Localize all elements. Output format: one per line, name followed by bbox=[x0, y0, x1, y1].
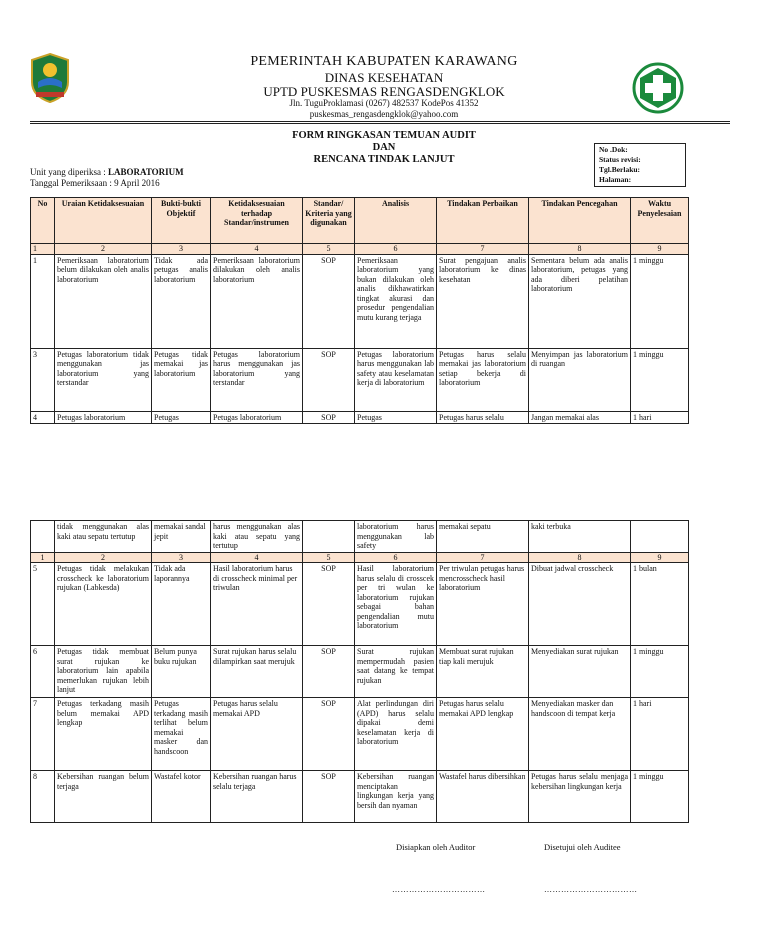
col-header: No bbox=[31, 198, 55, 244]
cell-uraian: Petugas tidak membuat surat rujukan ke laboratorium lain apabila memerlukan rujukan lebih lanjut bbox=[55, 646, 152, 698]
cell-analisis: Pemeriksaan laboratorium yang bukan dilakukan oleh analis dikhawatirkan tingkat akurasi dan prosedur pengendalian mutu kurang terjaga bbox=[355, 254, 437, 348]
cell-perbaikan: Petugas harus selalu bbox=[437, 411, 529, 424]
cell-pencegahan: Menyediakan surat rujukan bbox=[529, 646, 631, 698]
col-number: 8 bbox=[529, 244, 631, 255]
cell-standar: SOP bbox=[303, 411, 355, 424]
cell-pencegahan: Sementara belum ada analis laboratorium, petugas yang ada diberi pelatihan laboratorium bbox=[529, 254, 631, 348]
col-number: 4 bbox=[211, 244, 303, 255]
cell-ketidaksesuaian: Petugas laboratorium bbox=[211, 411, 303, 424]
meta-page: Halaman: bbox=[599, 175, 632, 184]
col-header: Bukti-bukti Objektif bbox=[152, 198, 211, 244]
table-row bbox=[31, 254, 689, 348]
cell-perbaikan: Petugas harus selalu memakai jas laboratorium setiap bekerja di laboratorium bbox=[437, 348, 529, 411]
col-header: Tindakan Perbaikan bbox=[437, 198, 529, 244]
cell-waktu: 1 minggu bbox=[631, 348, 689, 411]
col-number: 4 bbox=[211, 552, 303, 563]
header-divider-thin bbox=[30, 123, 730, 124]
header-email: puskesmas_rengasdengklok@yahoo.com bbox=[309, 109, 459, 119]
col-number: 5 bbox=[303, 244, 355, 255]
meta-revision: Status revisi: bbox=[599, 155, 641, 164]
cell-ketidaksesuaian: Petugas harus selalu memakai APD bbox=[211, 698, 303, 771]
audit-table-page2 bbox=[30, 520, 689, 823]
cell-waktu: 1 hari bbox=[631, 698, 689, 771]
cell-pencegahan: Petugas harus selalu menjaga kebersihan lingkungan kerja bbox=[529, 771, 631, 823]
cell-analisis: Petugas laboratorium harus menggunakan lab safety atau keselamatan kerja di laboratorium bbox=[355, 348, 437, 411]
cell-analisis: Surat rujukan mempermudah pasien saat datang ke tempat rujukan bbox=[355, 646, 437, 698]
col-header: Ketidaksesuaian terhadap Standar/instrumen bbox=[211, 198, 303, 244]
cell-perbaikan: memakai sepatu bbox=[437, 521, 529, 553]
col-number: 7 bbox=[437, 552, 529, 563]
unit-value: LABORATORIUM bbox=[108, 167, 184, 177]
col-number: 6 bbox=[355, 244, 437, 255]
cell-standar: SOP bbox=[303, 646, 355, 698]
unit-line bbox=[30, 167, 184, 177]
cell-bukti: Petugas bbox=[152, 411, 211, 424]
cell-pencegahan: kaki terbuka bbox=[529, 521, 631, 553]
table-row-continued bbox=[31, 521, 689, 553]
cell-bukti: Wastafel kotor bbox=[152, 771, 211, 823]
cell-waktu bbox=[631, 521, 689, 553]
col-number: 2 bbox=[55, 552, 152, 563]
col-number: 1 bbox=[31, 244, 55, 255]
column-number-row bbox=[31, 552, 689, 563]
table-row bbox=[31, 771, 689, 823]
header-unit: UPTD PUSKESMAS RENGASDENGKLOK bbox=[263, 84, 505, 99]
cell-bukti: Belum punya buku rujukan bbox=[152, 646, 211, 698]
cell-standar: SOP bbox=[303, 771, 355, 823]
signature-auditee-label: Disetujui oleh Auditee bbox=[544, 842, 621, 852]
cell-uraian: Petugas laboratorium tidak menggunakan jas laboratorium yang terstandar bbox=[55, 348, 152, 411]
cell-standar: SOP bbox=[303, 563, 355, 646]
document-meta-box bbox=[594, 143, 686, 187]
table-header-row bbox=[31, 198, 689, 244]
unit-label: Unit yang diperiksa : bbox=[30, 167, 106, 177]
cell-bukti: Petugas tidak memakai jas laboratorium bbox=[152, 348, 211, 411]
cell-analisis: Hasil laboratorium harus selalu di crosscek per tri wulan ke laboratorium rujukan sebagai bahan pengendalian mutu laboratorium bbox=[355, 563, 437, 646]
meta-valid-date: Tgl.Berlaku: bbox=[599, 165, 641, 174]
cell-bukti: Petugas terkadang masih terlihat belum memakai masker dan handscoon bbox=[152, 698, 211, 771]
col-header: Uraian Ketidaksesuaian bbox=[55, 198, 152, 244]
form-title: FORM RINGKASAN TEMUAN AUDIT bbox=[292, 130, 476, 141]
cell-uraian: Petugas laboratorium bbox=[55, 411, 152, 424]
form-title-plan: RENCANA TINDAK LANJUT bbox=[313, 154, 455, 165]
date-value: 9 April 2016 bbox=[114, 178, 160, 188]
cell-analisis: Kebersihan ruangan menciptakan lingkungan kerja yang bersih dan nyaman bbox=[355, 771, 437, 823]
cell-standar bbox=[303, 521, 355, 553]
col-header: Standar/ Kriteria yang digunakan bbox=[303, 198, 355, 244]
form-title-and: DAN bbox=[372, 142, 396, 153]
cell-no: 4 bbox=[31, 411, 55, 424]
col-number: 9 bbox=[631, 244, 689, 255]
meta-doc-no: No .Dok: bbox=[599, 145, 628, 154]
table-row bbox=[31, 411, 689, 424]
cell-pencegahan: Menyimpan jas laboratorium di ruangan bbox=[529, 348, 631, 411]
cell-uraian: Petugas terkadang masih belum memakai APD lengkap bbox=[55, 698, 152, 771]
header-department: DINAS KESEHATAN bbox=[324, 70, 444, 85]
cell-pencegahan: Menyediakan masker dan handscoon di tempat kerja bbox=[529, 698, 631, 771]
cell-no: 1 bbox=[31, 254, 55, 348]
cell-no: 8 bbox=[31, 771, 55, 823]
col-number: 8 bbox=[529, 552, 631, 563]
date-label: Tanggal Pemeriksaan : bbox=[30, 178, 112, 188]
cell-no: 5 bbox=[31, 563, 55, 646]
cell-pencegahan: Jangan memakai alas bbox=[529, 411, 631, 424]
table-row bbox=[31, 646, 689, 698]
date-line bbox=[30, 178, 160, 188]
cell-no bbox=[31, 521, 55, 553]
cell-ketidaksesuaian: Kebersihan ruangan harus selalu terjaga bbox=[211, 771, 303, 823]
col-header: Analisis bbox=[355, 198, 437, 244]
cell-standar: SOP bbox=[303, 254, 355, 348]
col-number: 2 bbox=[55, 244, 152, 255]
cell-perbaikan: Per triwulan petugas harus mencrosscheck hasil laboratorium bbox=[437, 563, 529, 646]
col-number: 3 bbox=[152, 552, 211, 563]
cell-no: 3 bbox=[31, 348, 55, 411]
cell-ketidaksesuaian: harus menggunakan alas kaki atau sepatu yang tertutup bbox=[211, 521, 303, 553]
cell-waktu: 1 minggu bbox=[631, 646, 689, 698]
cell-uraian: Petugas tidak melakukan crosscheck ke laboratorium rujukan (Labkesda) bbox=[55, 563, 152, 646]
col-number: 9 bbox=[631, 552, 689, 563]
cell-ketidaksesuaian: Petugas laboratorium harus menggunakan jas laboratorium yang terstandar bbox=[211, 348, 303, 411]
col-header: Waktu Penyelesaian bbox=[631, 198, 689, 244]
audit-table-page1 bbox=[30, 197, 689, 424]
table-row bbox=[31, 348, 689, 411]
table-row bbox=[31, 563, 689, 646]
cell-perbaikan: Surat pengajuan analis laboratorium ke dinas kesehatan bbox=[437, 254, 529, 348]
header-government: PEMERINTAH KABUPATEN KARAWANG bbox=[250, 54, 518, 69]
signature-auditee-line: …………………………… bbox=[544, 885, 638, 894]
cell-standar: SOP bbox=[303, 348, 355, 411]
cell-perbaikan: Wastafel harus dibersihkan bbox=[437, 771, 529, 823]
table-row bbox=[31, 698, 689, 771]
col-number: 1 bbox=[31, 552, 55, 563]
cell-perbaikan: Petugas harus selalu memakai APD lengkap bbox=[437, 698, 529, 771]
cell-ketidaksesuaian: Surat rujukan harus selalu dilampirkan saat merujuk bbox=[211, 646, 303, 698]
cell-ketidaksesuaian: Hasil laboratorium harus di crosscheck minimal per triwulan bbox=[211, 563, 303, 646]
cell-uraian: Pemeriksaan laboratorium belum dilakukan oleh analis laboratorium bbox=[55, 254, 152, 348]
signature-auditor-line: …………………………… bbox=[392, 885, 486, 894]
cell-uraian: tidak menggunakan alas kaki atau sepatu tertutup bbox=[55, 521, 152, 553]
cell-uraian: Kebersihan ruangan belum terjaga bbox=[55, 771, 152, 823]
cell-analisis: Petugas bbox=[355, 411, 437, 424]
cell-analisis: Alat perlindungan diri (APD) harus selalu dipakai demi keselamatan kerja di laboratorium bbox=[355, 698, 437, 771]
header-address: Jln. TuguProklamasi (0267) 482537 KodePos 41352 bbox=[289, 98, 479, 108]
cell-bukti: Tidak ada laporannya bbox=[152, 563, 211, 646]
cell-bukti: memakai sandal jepit bbox=[152, 521, 211, 553]
cell-perbaikan: Membuat surat rujukan tiap kali merujuk bbox=[437, 646, 529, 698]
col-number: 6 bbox=[355, 552, 437, 563]
signature-auditor-label: Disiapkan oleh Auditor bbox=[396, 842, 476, 852]
cell-analisis: laboratorium harus menggunakan lab safety bbox=[355, 521, 437, 553]
col-number: 5 bbox=[303, 552, 355, 563]
cell-bukti: Tidak ada petugas analis laboratorium bbox=[152, 254, 211, 348]
col-header: Tindakan Pencegahan bbox=[529, 198, 631, 244]
cell-waktu: 1 hari bbox=[631, 411, 689, 424]
cell-pencegahan: Dibuat jadwal crosscheck bbox=[529, 563, 631, 646]
cell-waktu: 1 bulan bbox=[631, 563, 689, 646]
cell-waktu: 1 minggu bbox=[631, 771, 689, 823]
col-number: 7 bbox=[437, 244, 529, 255]
column-number-row bbox=[31, 244, 689, 255]
col-number: 3 bbox=[152, 244, 211, 255]
cell-no: 7 bbox=[31, 698, 55, 771]
cell-standar: SOP bbox=[303, 698, 355, 771]
cell-ketidaksesuaian: Pemeriksaan laboratorium dilakukan oleh analis laboratorium bbox=[211, 254, 303, 348]
cell-waktu: 1 minggu bbox=[631, 254, 689, 348]
cell-no: 6 bbox=[31, 646, 55, 698]
header-divider bbox=[30, 121, 730, 122]
